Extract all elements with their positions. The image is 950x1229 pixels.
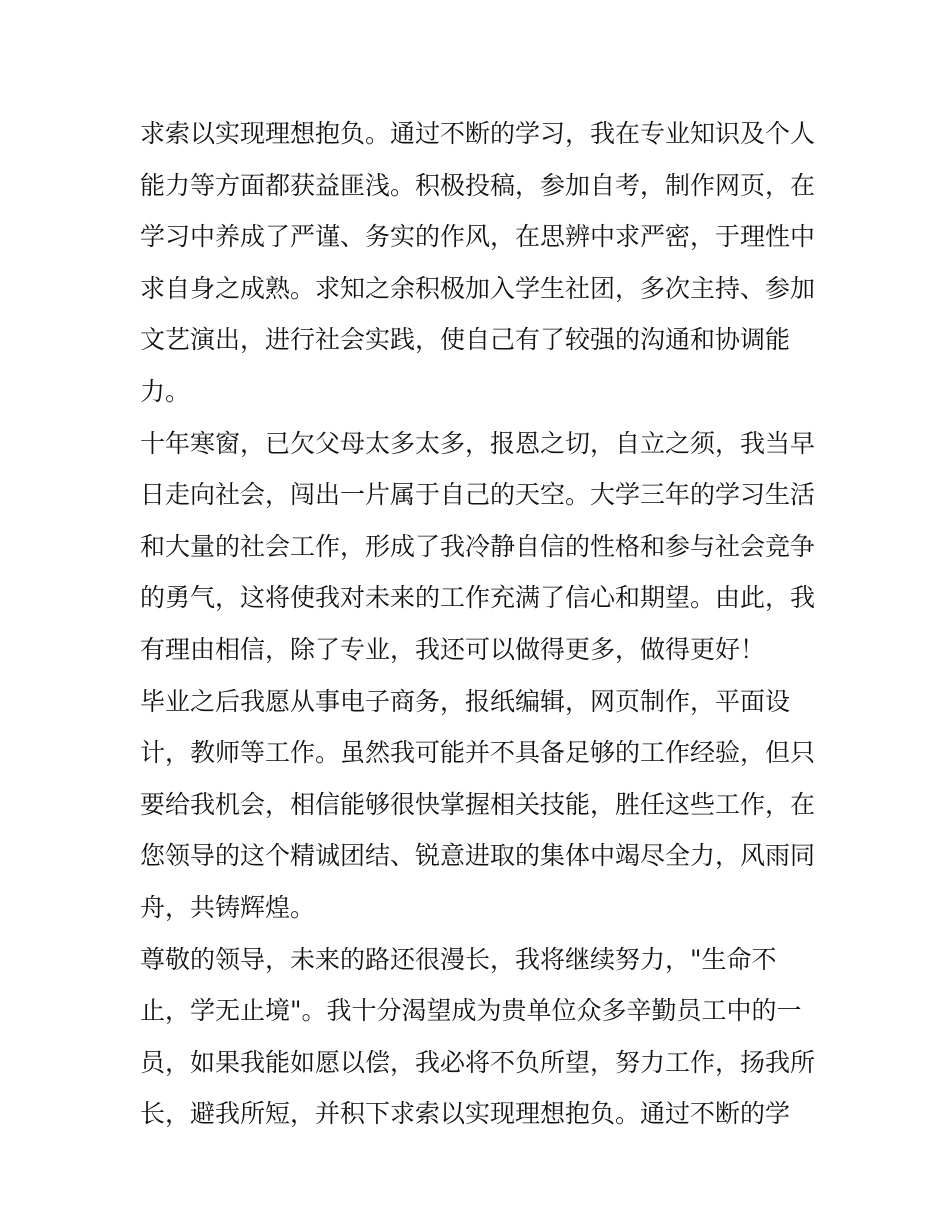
text-line: 止，学无止境"。我十分渴望成为贵单位众多辛勤员工中的一 bbox=[140, 996, 802, 1026]
text-line: 力。 bbox=[140, 376, 191, 406]
text-line: 员，如果我能如愿以偿，我必将不负所望，努力工作，扬我所 bbox=[140, 1047, 816, 1077]
text-line: 您领导的这个精诚团结、锐意进取的集体中竭尽全力，风雨同 bbox=[140, 841, 816, 871]
text-line: 长，避我所短，并积下求索以实现理想抱负。通过不断的学 bbox=[140, 1099, 791, 1129]
text-line: 求自身之成熟。求知之余积极加入学生社团，多次主持、参加 bbox=[140, 273, 816, 303]
text-line: 的勇气，这将使我对未来的工作充满了信心和期望。由此，我 bbox=[140, 583, 816, 613]
text-line: 日走向社会，闯出一片属于自己的天空。大学三年的学习生活 bbox=[140, 480, 816, 510]
text-line: 舟，共铸辉煌。 bbox=[140, 892, 316, 922]
text-line: 能力等方面都获益匪浅。积极投稿，参加自考，制作网页，在 bbox=[140, 170, 816, 200]
text-line: 毕业之后我愿从事电子商务，报纸编辑，网页制作，平面设 bbox=[140, 686, 791, 716]
text-line: 和大量的社会工作，形成了我冷静自信的性格和参与社会竞争 bbox=[140, 531, 816, 561]
text-line: 有理由相信，除了专业，我还可以做得更多，做得更好！ bbox=[140, 634, 766, 664]
text-line: 尊敬的领导，未来的路还很漫长，我将继续努力，"生命不 bbox=[140, 944, 777, 974]
text-line: 学习中养成了严谨、务实的作风，在思辨中求严密，于理性中 bbox=[140, 222, 816, 252]
text-line: 要给我机会，相信能够很快掌握相关技能，胜任这些工作，在 bbox=[140, 789, 816, 819]
letter-body bbox=[140, 108, 820, 1140]
text-line: 文艺演出，进行社会实践，使自己有了较强的沟通和协调能 bbox=[140, 325, 791, 355]
text-line: 计，教师等工作。虽然我可能并不具备足够的工作经验，但只 bbox=[140, 738, 816, 768]
text-line: 求索以实现理想抱负。通过不断的学习，我在专业知识及个人 bbox=[140, 119, 816, 148]
text-line: 十年寒窗，已欠父母太多太多，报恩之切，自立之须，我当早 bbox=[140, 428, 816, 458]
